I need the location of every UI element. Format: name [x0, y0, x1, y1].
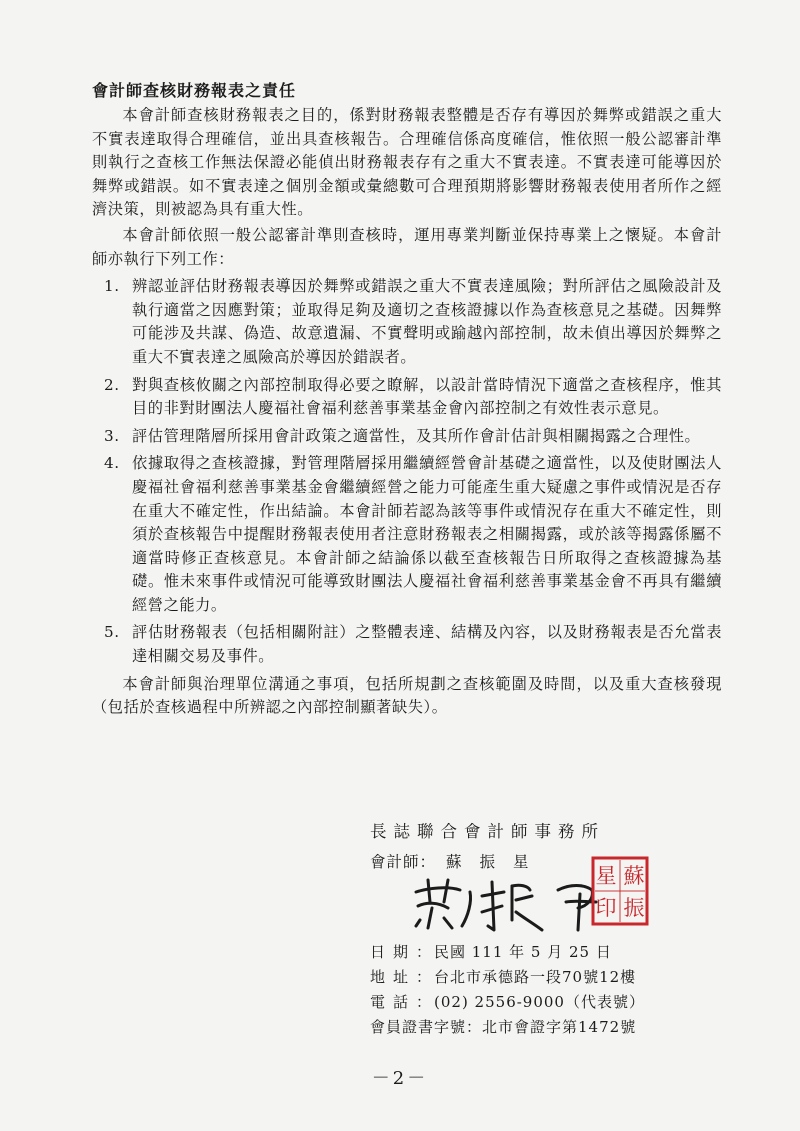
- phone-value: (02) 2556-9000（代表號）: [434, 993, 645, 1011]
- firm-info: [370, 940, 645, 1040]
- paragraph-objective: 本會計師查核財務報表之目的，係對財務報表整體是否存有導因於舞弊或錯誤之重大不實表達取得合理確信，並出具查核報告。合理確信係高度確信，惟依照一般公認審計準則執行之查核工作無法保證必能偵出財務報表存有之重大不實表達。不實表達可能導因於舞弊或錯誤。如不實表達之個別金額或彙總數可合理預期將影響財務報表使用者所作之經濟決策，則被認為具有重大性。: [92, 106, 722, 219]
- paragraph-communication: 本會計師與治理單位溝通之事項，包括所規劃之查核範圍及時間，以及重大查核發現（包括於查核過程中所辨認之內部控制顯著缺失）。: [92, 674, 722, 717]
- list-item: 1. 辨認並評估財務報表導因於舞弊或錯誤之重大不實表達風險；對所評估之風險設計及執行適當之因應對策；並取得足夠及適切之查核證據以作為查核意見之基礎。因舞弊可能涉及共謀、偽造、故意遺漏、不實聲明或踰越內部控制，故未偵出導因於舞弊之重大不實表達之風險高於導因於錯誤者。: [104, 277, 722, 366]
- firm-name: 長誌聯合會計師事務所: [370, 822, 605, 841]
- report-body: [92, 104, 722, 720]
- list-item: 3. 評估管理階層所採用會計政策之適當性，及其所作會計估計與相關揭露之合理性。: [104, 426, 701, 445]
- accountant-label: 會計師：: [370, 853, 437, 871]
- signature-block: [370, 818, 700, 872]
- certificate-value: 北市會證字第1472號: [482, 1018, 637, 1036]
- list-item: 5. 評估財務報表（包括相關附註）之整體表達、結構及內容，以及財務報表是否允當表達相關交易及事件。: [104, 623, 722, 666]
- paragraph-procedures-intro: 本會計師依照一般公認審計準則查核時，運用專業判斷並保持專業上之懷疑。本會計師亦執行下列工作：: [92, 225, 722, 268]
- svg-text:蘇: 蘇: [623, 864, 645, 888]
- address-label: 地址：: [370, 968, 440, 986]
- date-row: [370, 940, 645, 965]
- certificate-label: 會員證書字號：: [370, 1018, 483, 1036]
- date-label: 日期：: [370, 943, 440, 961]
- procedures-list: [92, 275, 722, 669]
- list-item: 2. 對與查核攸關之內部控制取得必要之瞭解，以設計當時情況下適當之查核程序，惟其目的非對財團法人慶福社會福利慈善事業基金會內部控制之有效性表示意見。: [104, 375, 722, 418]
- date-value: 民國 111 年 5 月 25 日: [434, 943, 612, 961]
- address-value: 台北市承德路一段70號12樓: [434, 968, 637, 986]
- section-heading: 會計師查核財務報表之責任: [92, 81, 297, 100]
- list-item: 4. 依據取得之查核證據，對管理階層採用繼續經營會計基礎之適當性，以及使財團法人慶福社會福利慈善事業基金會繼續經營之能力可能產生重大疑慮之事件或情況是否存在重大不確定性，作出結論。本會計師若認為該等事件或情況存在重大不確定性，則須於查核報告中提醒財務報表使用者注意財務報表之相關揭露，或於該等揭露係屬不適當時修正查核意見。本會計師之結論係以截至查核報告日所取得之查核證據為基礎。惟未來事件或情況可能導致財團法人慶福社會福利慈善事業基金會不再具有繼續經營之能力。: [104, 454, 722, 614]
- svg-text:振: 振: [623, 896, 645, 920]
- svg-text:星: 星: [595, 864, 617, 888]
- accountant-row: [370, 850, 700, 872]
- phone-label: 電話：: [370, 993, 440, 1011]
- phone-row: [370, 990, 645, 1015]
- accountant-seal: [590, 855, 650, 927]
- svg-text:印: 印: [595, 896, 617, 920]
- address-row: [370, 965, 645, 990]
- certificate-row: [370, 1015, 645, 1040]
- handwritten-signature: [408, 872, 608, 934]
- page-number: －2－: [371, 1068, 429, 1089]
- accountant-name: 蘇振星: [446, 853, 547, 871]
